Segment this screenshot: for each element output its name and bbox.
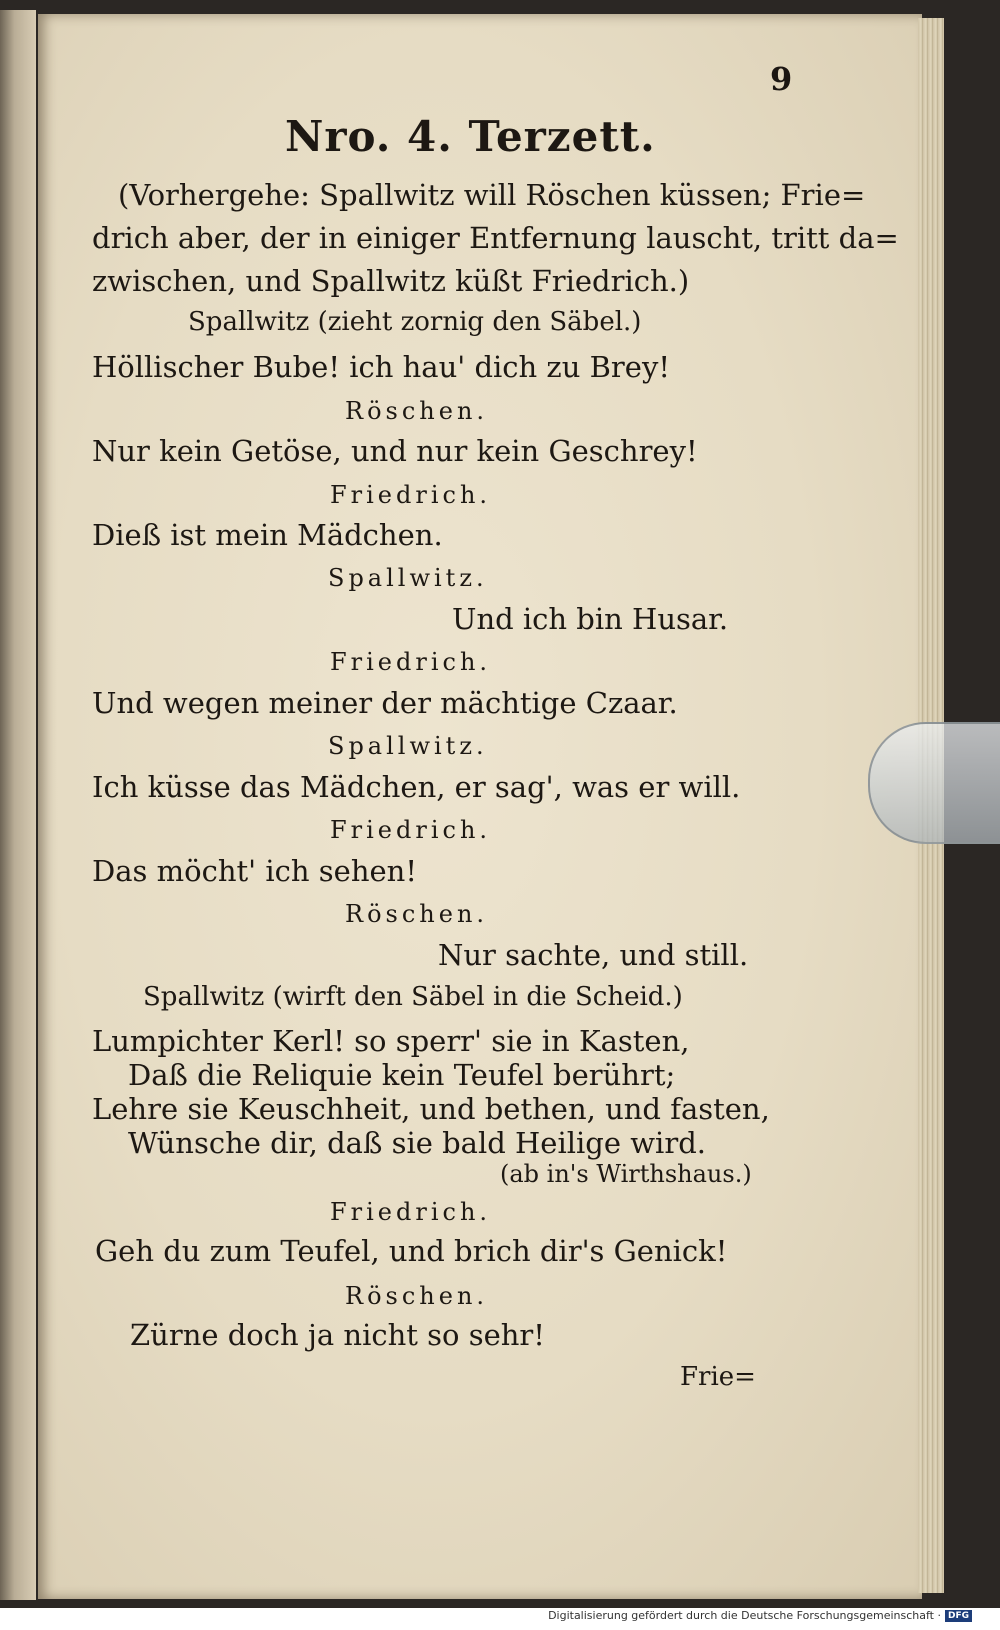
verse-line: Lehre sie Keuschheit, und bethen, und fasten,: [92, 1092, 770, 1126]
stage-direction-line: drich aber, der in einiger Entfernung lauscht, tritt da=: [92, 221, 899, 255]
page-title: Nro. 4. Terzett.: [285, 112, 656, 161]
verse-line: Und wegen meiner der mächtige Czaar.: [92, 686, 678, 720]
speaker-heading: Spallwitz.: [328, 732, 488, 760]
verse-line: Wünsche dir, daß sie bald Heilige wird.: [128, 1126, 706, 1160]
page-number: 9: [770, 60, 793, 98]
page-clip: [868, 722, 1000, 844]
stage-direction-line: (Vorhergehe: Spallwitz will Röschen küssen; Frie=: [118, 178, 866, 212]
previous-page-edge: [0, 10, 36, 1600]
speaker-heading: Röschen.: [345, 397, 489, 425]
verse-line: Dieß ist mein Mädchen.: [92, 518, 443, 552]
speaker-heading: Röschen.: [345, 900, 489, 928]
verse-line: Das möcht' ich sehen!: [92, 854, 417, 888]
speaker-heading: Friedrich.: [330, 816, 492, 844]
catchword: Frie=: [680, 1362, 756, 1392]
speaker-heading: Friedrich.: [330, 1198, 492, 1226]
speaker-heading: Spallwitz (zieht zornig den Säbel.): [188, 307, 642, 337]
verse-line: Geh du zum Teufel, und brich dir's Genick!: [95, 1234, 728, 1268]
speaker-heading: Friedrich.: [330, 481, 492, 509]
footer-credit: Digitalisierung gefördert durch die Deutsche Forschungsgemeinschaft ·: [548, 1609, 941, 1622]
dfg-logo: DFG: [945, 1610, 972, 1622]
verse-line: Ich küsse das Mädchen, er sag', was er will.: [92, 770, 741, 804]
speaker-heading: Spallwitz (wirft den Säbel in die Scheid.): [143, 982, 683, 1012]
verse-line: Zürne doch ja nicht so sehr!: [130, 1318, 545, 1352]
stage-exit-direction: (ab in's Wirthshaus.): [500, 1160, 752, 1188]
verse-line: Und ich bin Husar.: [452, 602, 729, 636]
verse-line: Lumpichter Kerl! so sperr' sie in Kasten,: [92, 1024, 690, 1058]
verse-line: Nur kein Getöse, und nur kein Geschrey!: [92, 434, 698, 468]
verse-line: Höllischer Bube! ich hau' dich zu Brey!: [92, 350, 670, 384]
digitization-footer: [548, 1609, 972, 1622]
stage-direction-line: zwischen, und Spallwitz küßt Friedrich.): [92, 264, 690, 298]
speaker-heading: Röschen.: [345, 1282, 489, 1310]
speaker-heading: Friedrich.: [330, 648, 492, 676]
verse-line: Daß die Reliquie kein Teufel berührt;: [128, 1058, 676, 1092]
verse-line: Nur sachte, und still.: [438, 938, 749, 972]
speaker-heading: Spallwitz.: [328, 564, 488, 592]
